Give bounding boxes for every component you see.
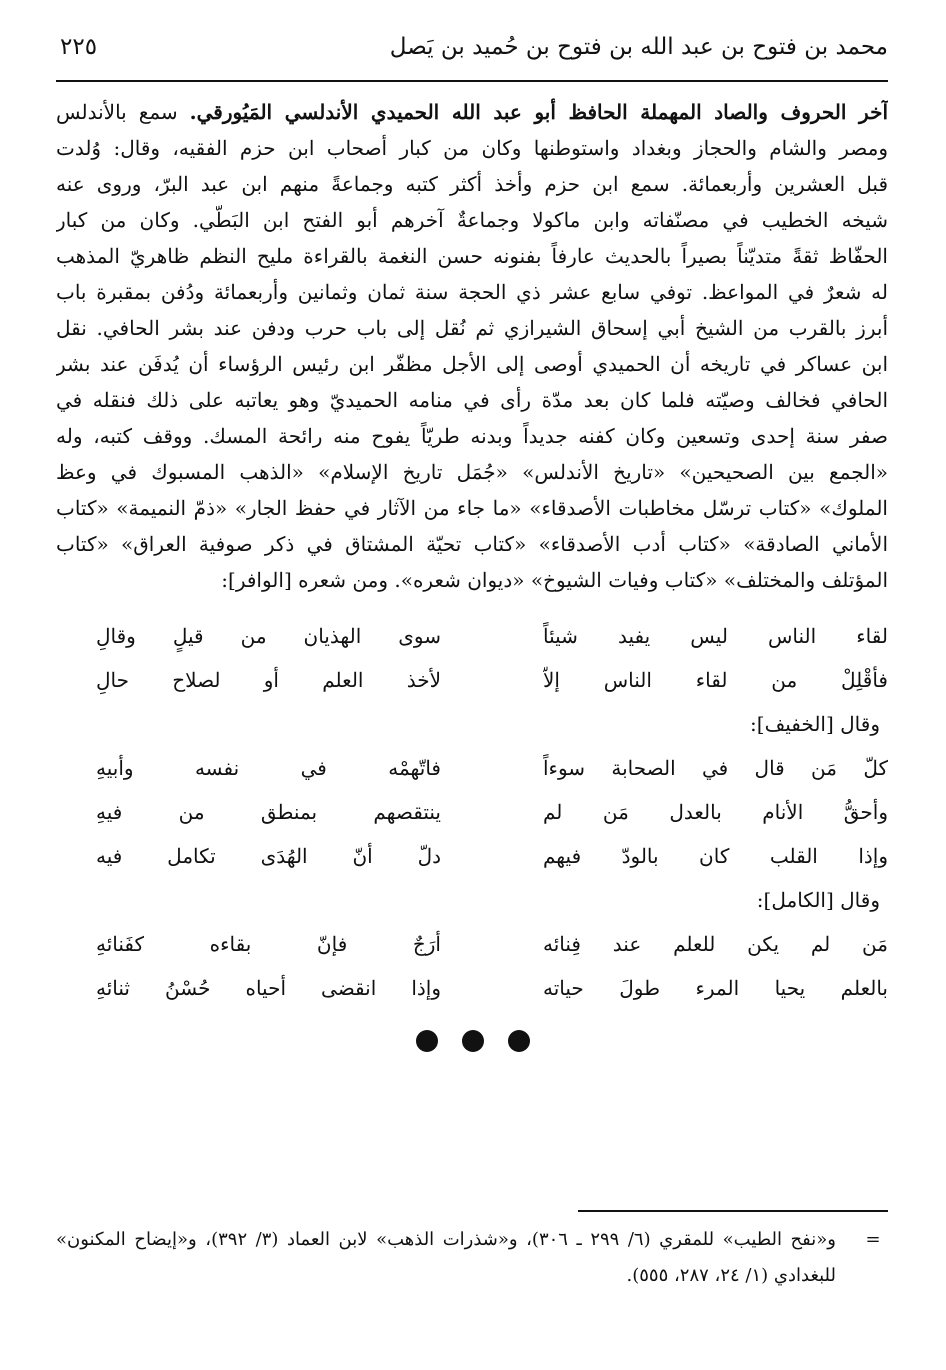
text-line: المؤتلف والمختلف» «كتاب وفيات الشيوخ» «ديوان شعره». ومن شعره [الوافر]: xyxy=(221,568,888,592)
footnote-line xyxy=(56,1258,888,1294)
text-line: «الجمع بين الصحيحين» «تاريخ الأندلس» «جُمَل تاريخ الإسلام» «الذهب المسبوك في وعظ xyxy=(56,460,888,484)
text-line: شيخه الخطيب في مصنّفاته وابن ماكولا وجماعةٌ آخرهم أبو الفتح ابن البَطّي. وكان من كبار xyxy=(56,208,888,232)
bold-name: آخر الحروف والصاد المهملة الحافظ أبو عبد الله الحميدي الأندلسي المَيُورقي. xyxy=(189,100,888,124)
footnote-continuation-marker: = xyxy=(865,1229,881,1250)
verse xyxy=(56,922,888,966)
second-hemistich: فاتّهمْه في نفسه وأبيهِ xyxy=(96,756,441,780)
footnote-line xyxy=(56,1222,888,1258)
verse xyxy=(56,746,888,790)
ornament-dot xyxy=(462,1030,484,1052)
first-hemistich: وأحقُّ الأنام بالعدل مَن لم xyxy=(543,800,888,824)
first-hemistich: لقاء الناس ليس يفيد شيئاً xyxy=(543,624,888,648)
header-rule xyxy=(56,80,888,82)
text-line: أبرز بالقرب من الشيخ أبي إسحاق الشيرازي ثم نُقل إلى باب حرب ودفن عند بشر الحافي. نقل xyxy=(56,316,888,340)
text-line: صفر سنة إحدى وتسعين وكان كفنه جديداً وبدنه طريّاً يفوح منه رائحة المسك. ووقف كتبه، وله xyxy=(56,424,888,448)
first-hemistich: كلّ مَن قال في الصحابة سوءاً xyxy=(543,756,888,780)
meter-label-kamil: وقال [الكامل]: xyxy=(756,888,880,912)
text-line: له شعرٌ في المواعظ. توفي سابع عشر ذي الحجة سنة ثمان وثمانين وأربعمائة ودُفن بمقبرة باب xyxy=(56,280,888,304)
section-end-ornament xyxy=(0,1030,946,1060)
text-line: الملوك» «كتاب ترسّل مخاطبات الأصدقاء» «ما جاء من الآثار في حفظ الجار» «ذمّ النميمة» «كتاب xyxy=(56,496,888,520)
second-hemistich: ينتقصهم بمنطق من فيهِ xyxy=(96,800,441,824)
meter-label-khafif: وقال [الخفيف]: xyxy=(750,712,880,736)
running-title: محمد بن فتوح بن عبد الله بن فتوح بن حُميد بن يَصل xyxy=(389,34,888,60)
footnote xyxy=(56,1222,888,1294)
second-hemistich: دلّ أنّ الهُدَى تكامل فيه xyxy=(96,844,441,868)
ornament-dot xyxy=(508,1030,530,1052)
first-hemistich: فأقْلِلْ من لقاء الناس إلاّ xyxy=(543,668,888,692)
first-hemistich: وإذا القلب كان بالودّ فيهم xyxy=(543,844,888,868)
text-line: قبل العشرين وأربعمائة. سمع ابن حزم وأخذ أكثر كتبه وجماعةً منهم ابن عبد البرّ، وروى عنه xyxy=(56,172,888,196)
verse xyxy=(56,790,888,834)
text-line: ومصر والشام والحجاز وبغداد واستوطنها وكان من كبار أصحاب ابن حزم الفقيه، وقال: وُلدت xyxy=(56,136,888,160)
first-hemistich: مَن لم يكن للعلم عند فِنائه xyxy=(543,932,888,956)
biography-paragraph xyxy=(56,94,888,598)
text-line: الحافي فخالف وصيّته فلما كان بعد مدّة رأى في منامه الحميديّ وهو يعاتبه على ذلك فنقله في xyxy=(56,388,888,412)
text-line: الحفّاظ ثقةً متديّناً بصيراً بالحديث عارفاً بفنونه حسن النغمة بالقراءة مليح النظم ظاهريّ المذهب xyxy=(56,244,888,268)
running-head xyxy=(60,28,888,72)
second-hemistich: أرَجٌ فإنّ بقاءه كفَنائهِ xyxy=(96,932,441,956)
page-number: ٢٢٥ xyxy=(60,34,98,60)
verse xyxy=(56,834,888,878)
verse xyxy=(56,658,888,702)
footnote-text: للبغدادي (١/ ٢٤، ٢٨٧، ٥٥٥). xyxy=(626,1265,836,1286)
text-line xyxy=(56,94,888,130)
text-line: ابن عساكر في تاريخه أن الحميدي أوصى إلى الأجل مظفّر ابن رئيس الرؤساء أن يُدفَن عند بشر xyxy=(56,352,888,376)
verse xyxy=(56,966,888,1010)
text-span: سمع بالأندلس xyxy=(56,100,190,124)
first-hemistich: بالعلم يحيا المرء طولَ حياته xyxy=(543,976,888,1000)
poem-wafir xyxy=(56,614,888,1010)
text-line: الأماني الصادقة» «كتاب أدب الأصدقاء» «كتاب تحيّة المشتاق في ذكر صوفية العراق» «كتاب xyxy=(56,532,888,556)
verse xyxy=(56,614,888,658)
second-hemistich: لأخذ العلم أو لصلاح حالِ xyxy=(96,668,441,692)
footnote-rule xyxy=(578,1210,888,1212)
second-hemistich: سوى الهذيان من قيلٍ وقالِ xyxy=(96,624,441,648)
second-hemistich: وإذا انقضى أحياه حُسْنُ ثنائهِ xyxy=(96,976,441,1000)
ornament-dot xyxy=(416,1030,438,1052)
footnote-text: و«نفح الطيب» للمقري (٦/ ٢٩٩ ـ ٣٠٦)، و«شذرات الذهب» لابن العماد (٣/ ٣٩٢)، و«إيضاح المكنون» xyxy=(56,1229,836,1250)
